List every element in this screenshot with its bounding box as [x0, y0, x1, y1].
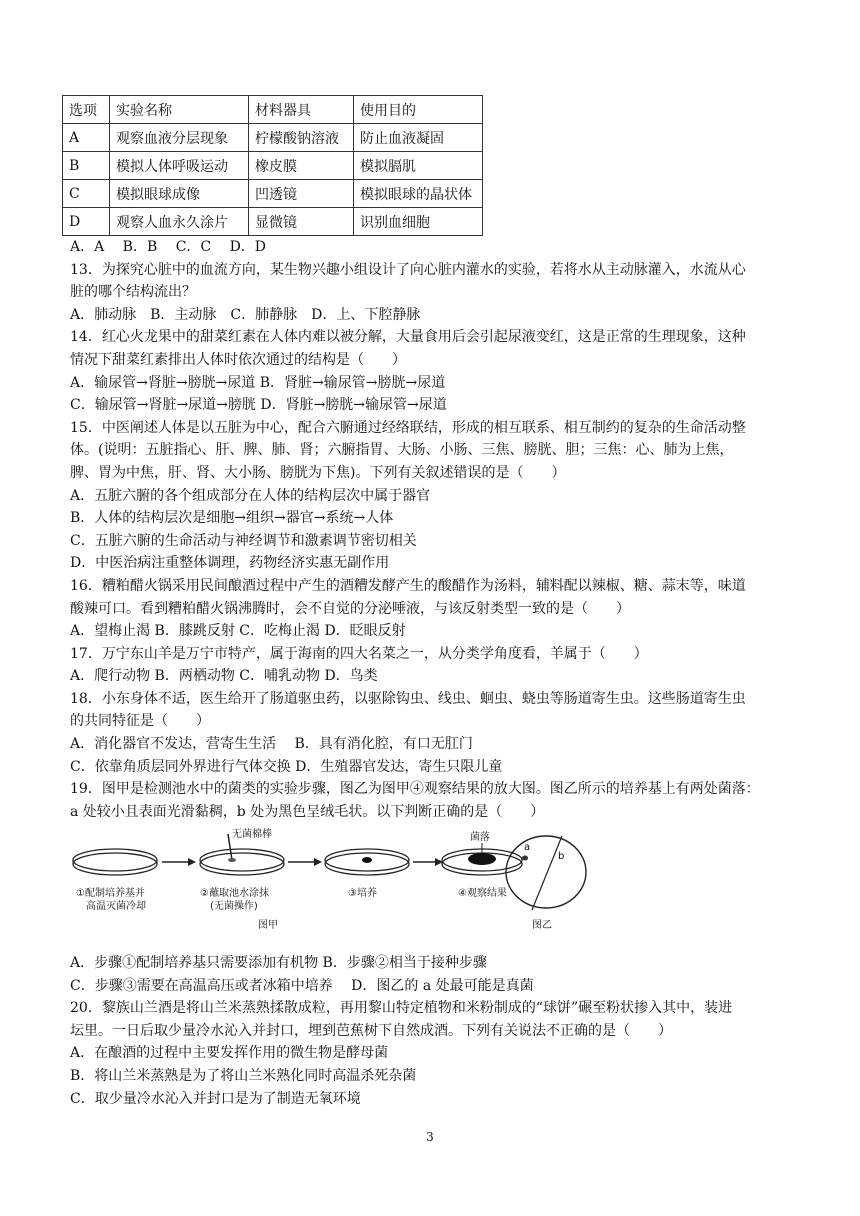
table-cell: 选项 [63, 96, 110, 124]
table-cell: 防止血液凝固 [354, 124, 483, 152]
text-line: 18．小东身体不适，医生给开了肠道驱虫药，以驱除钩虫、线虫、蛔虫、蛲虫等肠道寄生虫。这些肠道寄生虫 [70, 690, 746, 707]
step2-label-2: (无菌操作) [210, 901, 258, 912]
table-header-row [63, 96, 483, 124]
table-cell: A [63, 124, 110, 152]
table-cell: 材料器具 [249, 96, 354, 124]
table-row [63, 152, 483, 180]
text-line: A．五脏六腑的各个组成部分在人体的结构层次中属于器官 [70, 487, 431, 504]
table-cell: D [63, 208, 110, 236]
page-number: 3 [426, 1130, 434, 1144]
text-line: A．消化器官不发达，营寄生生活 B．具有消化腔，有口无肛门 [70, 736, 473, 753]
table-cell: 模拟人体呼吸运动 [110, 152, 249, 180]
text-line: C．步骤③需要在高温高压或者冰箱中培养 D．图乙的 a 处最可能是真菌 [70, 977, 534, 994]
text-line: A．肺动脉 B．主动脉 C．肺静脉 D．上、下腔静脉 [70, 306, 421, 323]
text-line: B．人体的结构层次是细胞→组织→器官→系统→人体 [70, 510, 394, 527]
text-line: 脾、胃为中焦，肝、肾、大小肠、膀胱为下焦)。下列有关叙述错误的是（ ） [70, 464, 566, 481]
table-cell: 观察人血永久涂片 [110, 208, 249, 236]
table-cell: 识别血细胞 [354, 208, 483, 236]
table-cell: 使用目的 [354, 96, 483, 124]
fungus-experiment-figure [70, 826, 590, 948]
petri-dish-2 [200, 834, 284, 875]
text-line: C．取少量冷水沁入并封口是为了制造无氧环境 [70, 1090, 361, 1107]
caption-yi: 图乙 [532, 920, 552, 931]
text-line: 13．为探究心脏中的血流方向，某生物兴趣小组设计了向心脏内灌水的实验，若将水从主动脉灌入，水流从心 [70, 261, 746, 278]
label-b: b [558, 851, 565, 862]
table-cell: 实验名称 [110, 96, 249, 124]
text-line: 情况下甜菜红素排出人体时依次通过的结构是（ ） [70, 351, 406, 368]
table-cell: 模拟眼球成像 [110, 180, 249, 208]
cotton-label: 无菌棉棒 [232, 829, 272, 840]
table-cell: B [63, 152, 110, 180]
step2-label: ②蘸取池水涂抹 [200, 888, 269, 899]
text-line: C．依靠角质层同外界进行气体交换 D．生殖器官发达，寄生只限儿童 [70, 758, 503, 775]
question-text-block-2 [70, 952, 800, 1110]
text-line: A．望梅止渴 B．膝跳反射 C．吃梅止渴 D．眨眼反射 [70, 623, 406, 640]
text-line: C．输尿管→肾脏→尿道→膀胱 D．肾脏→膀胱→输尿管→尿道 [70, 397, 447, 414]
table-cell: 观察血液分层现象 [110, 124, 249, 152]
petri-dish-3 [325, 849, 409, 875]
text-line: 14．红心火龙果中的甜菜红素在人体内难以被分解，大量食用后会引起尿液变红，这是正常的生理现象，这种 [70, 329, 746, 346]
text-line: A．在酿酒的过程中主要发挥作用的微生物是酵母菌 [70, 1045, 389, 1062]
table-row [63, 208, 483, 236]
question-text-block [70, 236, 800, 823]
table-cell: 橡皮膜 [249, 152, 354, 180]
enlarged-dish [506, 836, 586, 910]
text-line: 19．图甲是检测池水中的菌类的实验步骤，图乙为图甲④观察结果的放大图。图乙所示的培养基上有两处菌落： [70, 781, 760, 798]
step1-label: ①配制培养基并 [76, 888, 145, 899]
text-line: D．中医治病注重整体调理，药物经济实惠无副作用 [70, 555, 390, 572]
step1-label-2: 高温灭菌冷却 [86, 901, 146, 912]
text-line: 的共同特征是（ ） [70, 713, 210, 730]
caption-jia: 图甲 [258, 920, 278, 931]
table-cell: 凹透镜 [249, 180, 354, 208]
table-cell: 模拟眼球的晶状体 [354, 180, 483, 208]
table-cell: 模拟膈肌 [354, 152, 483, 180]
text-line: A．步骤①配制培养基只需要添加有机物 B．步骤②相当于接种步骤 [70, 955, 487, 971]
text-line: 15．中医阐述人体是以五脏为中心，配合六腑通过经络联结，形成的相互联系、相互制约的复杂的生命活动整 [70, 419, 746, 436]
text-line: 酸辣可口。看到糟粕醋火锅沸腾时，会不自觉的分泌唾液，与该反射类型一致的是（ ） [70, 600, 630, 617]
step3-label: ③培养 [348, 888, 377, 899]
table-cell: C [63, 180, 110, 208]
text-line: 20．黎族山兰酒是将山兰米蒸熟揉散成粒，再用黎山特定植物和米粉制成的“球饼”碾至粉状掺入其中，装进 [70, 1000, 733, 1017]
text-line: 脏的哪个结构流出？ [70, 284, 196, 301]
text-line: 坛里。一日后取少量冷水沁入并封口，埋到芭蕉树下自然成酒。下列有关说法不正确的是（ ） [70, 1022, 672, 1039]
petri-dish-1 [73, 849, 157, 875]
table-cell: 柠檬酸钠溶液 [249, 124, 354, 152]
experiment-table [62, 95, 483, 236]
text-line: 17．万宁东山羊是万宁市特产，属于海南的四大名菜之一，从分类学角度看，羊属于（ ） [70, 645, 648, 662]
text-line: B．将山兰米蒸熟是为了将山兰米熟化同时高温杀死杂菌 [70, 1067, 417, 1084]
table-row [63, 180, 483, 208]
step4-label: ④观察结果 [458, 888, 507, 899]
text-line: 体。(说明：五脏指心、肝、脾、肺、肾；六腑指胃、大肠、小肠、三焦、膀胱、胆；三焦：心、肺为上焦， [70, 442, 734, 459]
text-line: A．输尿管→肾脏→膀胱→尿道 B．肾脏→输尿管→膀胱→尿道 [70, 374, 446, 391]
table-cell: 显微镜 [249, 208, 354, 236]
text-line: 16．糟粕醋火锅采用民间酿酒过程中产生的酒糟发酵产生的酸醋作为汤料，辅料配以辣椒、糖、蒜末等，味道 [70, 577, 746, 594]
text-line: A．爬行动物 B．两栖动物 C．哺乳动物 D．鸟类 [70, 668, 378, 685]
text-line: C．五脏六腑的生命活动与神经调节和激素调节密切相关 [70, 532, 417, 549]
table-row [63, 124, 483, 152]
text-line: A．A B．B C．C D．D [70, 239, 267, 255]
colony-label: 菌落 [470, 832, 490, 843]
label-a: a [524, 842, 531, 853]
text-line: a 处较小且表面光滑黏稠，b 处为黑色呈绒毛状。以下判断正确的是（ ） [70, 803, 545, 820]
